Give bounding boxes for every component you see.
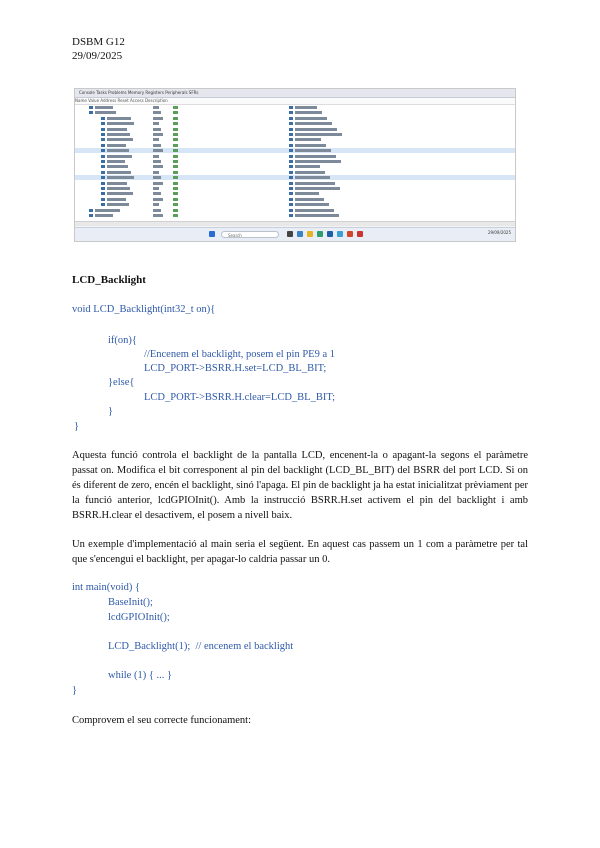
screenshot-register-row [75,191,515,196]
code-line: LCD_PORT->BSRR.H.set=LCD_BL_BIT; [144,363,327,374]
edge-icon [297,231,303,237]
section-title: LCD_Backlight [72,274,146,286]
code-line: }else{ [108,377,135,388]
closing-line: Comprovem el seu correcte funcionament: [72,715,252,726]
screenshot-register-row [75,170,515,175]
screenshot-register-row [75,197,515,202]
author-label: DSBM G12 [72,36,125,48]
debugger-screenshot-image [74,88,516,242]
screenshot-taskbar [75,227,515,242]
code-line: int main(void) { [72,582,141,593]
code-line: void LCD_Backlight(int32_t on){ [72,304,216,315]
screenshot-register-row [75,143,515,148]
code-line: while (1) { ... } [108,670,173,681]
code-line: LCD_Backlight(1); // encenem el backlight [108,641,294,652]
windows-start-icon [209,231,215,237]
screenshot-column-header: Name Value Address Reset Access Description [75,98,515,105]
screenshot-scrollbar [75,221,515,226]
screenshot-register-row [75,154,515,159]
screenshot-register-row [75,213,515,218]
screenshot-toolbar [75,89,515,98]
screenshot-register-row [75,186,515,191]
screenshot-register-row [75,202,515,207]
code-line: BaseInit(); [108,597,153,608]
code-line: if(on){ [108,335,137,346]
app-icon-d [357,231,363,237]
screenshot-register-row [75,105,515,110]
chrome-icon [347,231,353,237]
code-line: } [108,406,114,417]
screenshot-register-row [75,148,515,153]
taskbar-search-box: Search [221,231,279,238]
description-paragraph: Aquesta funció controla el backlight de la pantalla LCD, encenent-la o apagant-la segons el paràmetre passat on. Modifica el bit corresponent al pin del backlight (LCD_BL_BIT) del BSRR del port LCD. Si on és diferent de zero, encén el backlight, sinó l'apaga. El pin de backlight ja ha estat inicialitzat prèviament per la funció anterior, lcdGPIOInit(). Amb la instrucció BSRR.H.set activem el pin del backlight i amb BSRR.H.clear el desactivem, el posem a nivell baix. [72,450,528,521]
app-icon-b [327,231,333,237]
code-comment: //Encenem el backlight, posem el pin PE9 a 1 [144,349,335,360]
screenshot-register-row [75,116,515,121]
screenshot-register-row [75,132,515,137]
code-line: } [74,421,80,432]
code-line: } [72,685,78,696]
taskview-icon [287,231,293,237]
screenshot-register-row [75,164,515,169]
date-label: 29/09/2025 [72,50,123,62]
screenshot-register-row [75,181,515,186]
code-line: lcdGPIOInit(); [108,612,170,623]
screenshot-tabs: Console Tasks Problems Memory Registers Peripherals SFRs [79,90,199,95]
folder-icon [307,231,313,237]
taskbar-clock: 29/09/2025 [487,230,511,235]
screenshot-register-row [75,110,515,115]
screenshot-register-row [75,159,515,164]
screenshot-register-list [75,105,515,221]
screenshot-register-row [75,137,515,142]
code-line: LCD_PORT->BSRR.H.clear=LCD_BL_BIT; [144,392,336,403]
screenshot-register-row [75,208,515,213]
screenshot-register-row [75,127,515,132]
screenshot-register-row [75,175,515,180]
screenshot-register-row [75,121,515,126]
example-paragraph: Un exemple d'implementació al main seria el següent. En aquest cas passem un 1 com a paràmetre per tal que s'encengui el backlight, per apagar-lo caldria passar un 0. [72,539,528,565]
app-icon-a [317,231,323,237]
app-icon-c [337,231,343,237]
